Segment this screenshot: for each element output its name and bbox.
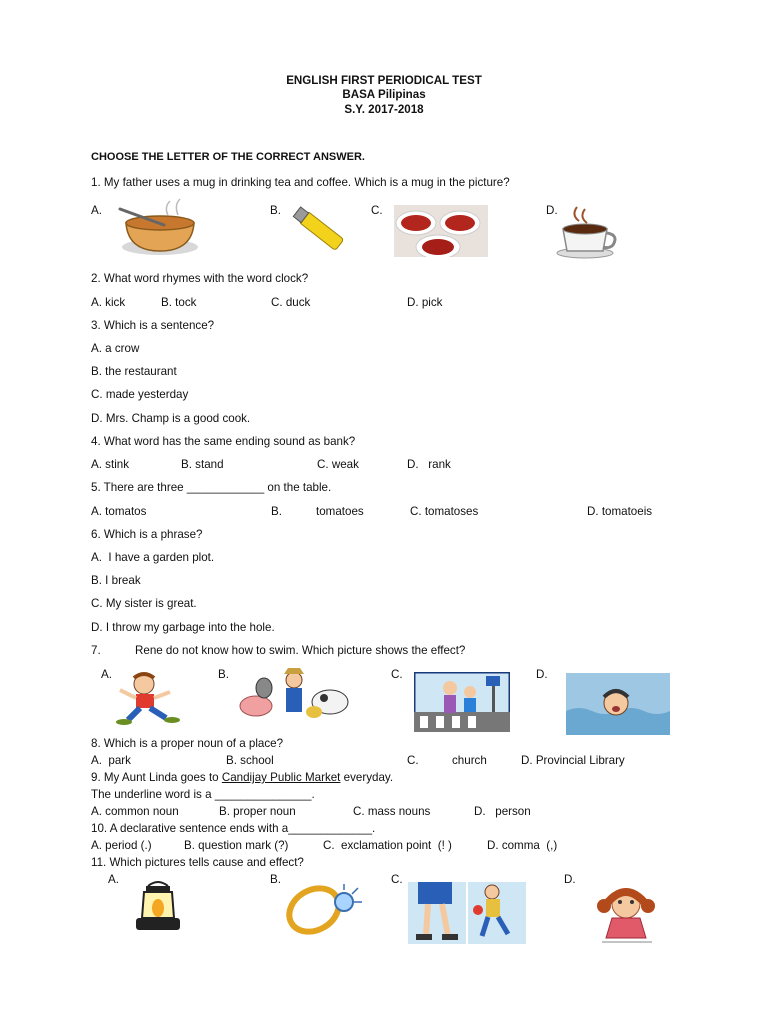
q4-option-c: C. weak [317,458,359,471]
q7-label-b: B. [218,668,229,681]
q9-option-c: C. mass nouns [353,805,431,818]
q5-option-b: tomatoes [316,505,364,518]
q8-option-a: A. park [91,754,131,767]
farmer-and-animals-picture [234,668,354,722]
q6-option-c: C. My sister is great. [91,597,197,610]
lantern-picture [130,878,186,934]
question-5: 5. There are three ____________ on the table. [91,481,332,494]
ring-picture [278,878,364,936]
drowning-person-picture [566,673,670,735]
question-3: 3. Which is a sentence? [91,319,215,332]
q6-option-d: D. I throw my garbage into the hole. [91,621,275,634]
q11-label-a: A. [108,873,119,886]
doll-picture [584,884,670,948]
q10-option-d: D. comma (,) [487,839,558,852]
q4-option-b: B. stand [181,458,224,471]
q8-option-c: church [452,754,487,767]
lighter-picture [290,205,352,257]
question-2: 2. What word rhymes with the word clock? [91,272,309,285]
q9-option-d: D. person [474,805,531,818]
q9-text-after: everyday. [340,771,394,784]
q11-label-c: C. [391,873,403,886]
q11-label-b: B. [270,873,281,886]
kicking-children-picture [408,882,526,944]
q1-label-a: A. [91,204,102,217]
question-11: 11. Which pictures tells cause and effect? [91,856,304,869]
q8-option-d: D. Provincial Library [521,754,625,767]
q9-underlined-word: Candijay Public Market [221,771,341,784]
q7-label-d: D. [536,668,548,681]
school-year: S.Y. 2017-2018 [344,103,424,116]
q5-option-c: C. tomatoses [410,505,479,518]
q2-option-b: B. tock [161,296,197,309]
q3-option-b: B. the restaurant [91,365,177,378]
q7-label-a: A. [101,668,112,681]
q6-option-a: A. I have a garden plot. [91,551,215,564]
q1-label-b: B. [270,204,281,217]
question-1: 1. My father uses a mug in drinking tea and coffee. Which is a mug in the picture? [91,176,510,189]
q1-label-c: C. [371,204,383,217]
q8-option-c-label: C. [407,754,419,767]
q2-option-d: D. pick [407,296,443,309]
question-9 [91,771,393,785]
q5-option-d: D. tomatoeis [587,505,653,518]
instruction: CHOOSE THE LETTER OF THE CORRECT ANSWER. [91,151,365,163]
q8-option-b: B. school [226,754,274,767]
q5-option-b-label: B. [271,505,282,518]
q2-option-a: A. kick [91,296,126,309]
q10-option-a: A. period (.) [91,839,152,852]
children-crossing-picture [414,672,510,732]
q7-label-c: C. [391,668,403,681]
question-8: 8. Which is a proper noun of a place? [91,737,284,750]
running-boy-picture [108,670,196,726]
q9-option-a: A. common noun [91,805,179,818]
bowl-of-soup-picture [118,195,206,257]
q1-label-d: D. [546,204,558,217]
question-7-number: 7. [91,644,101,657]
q3-option-a: A. a crow [91,342,140,355]
q3-option-c: C. made yesterday [91,388,189,401]
question-6: 6. Which is a phrase? [91,528,203,541]
steaming-cup-picture [555,205,625,259]
q2-option-c: C. duck [271,296,311,309]
q4-option-a: A. stink [91,458,130,471]
q5-option-a: A. tomatos [91,505,147,518]
q10-option-b: B. question mark (?) [184,839,289,852]
q4-option-d: D. rank [407,458,451,471]
org-name: BASA Pilipinas [342,88,426,101]
question-10: 10. A declarative sentence ends with a_____________. [91,822,376,835]
q9-text-before: 9. My Aunt Linda goes to [91,771,222,784]
question-4: 4. What word has the same ending sound as bank? [91,435,356,448]
q9-line-2: The underline word is a _______________. [91,788,315,801]
q9-option-b: B. proper noun [219,805,296,818]
test-title: ENGLISH FIRST PERIODICAL TEST [286,74,482,87]
q10-option-c: C. exclamation point (! ) [323,839,452,852]
q3-option-d: D. Mrs. Champ is a good cook. [91,412,251,425]
q6-option-b: B. I break [91,574,141,587]
question-7: Rene do not know how to swim. Which picture shows the effect? [135,644,466,657]
cups-of-sauce-picture [394,205,488,257]
q11-label-d: D. [564,873,576,886]
